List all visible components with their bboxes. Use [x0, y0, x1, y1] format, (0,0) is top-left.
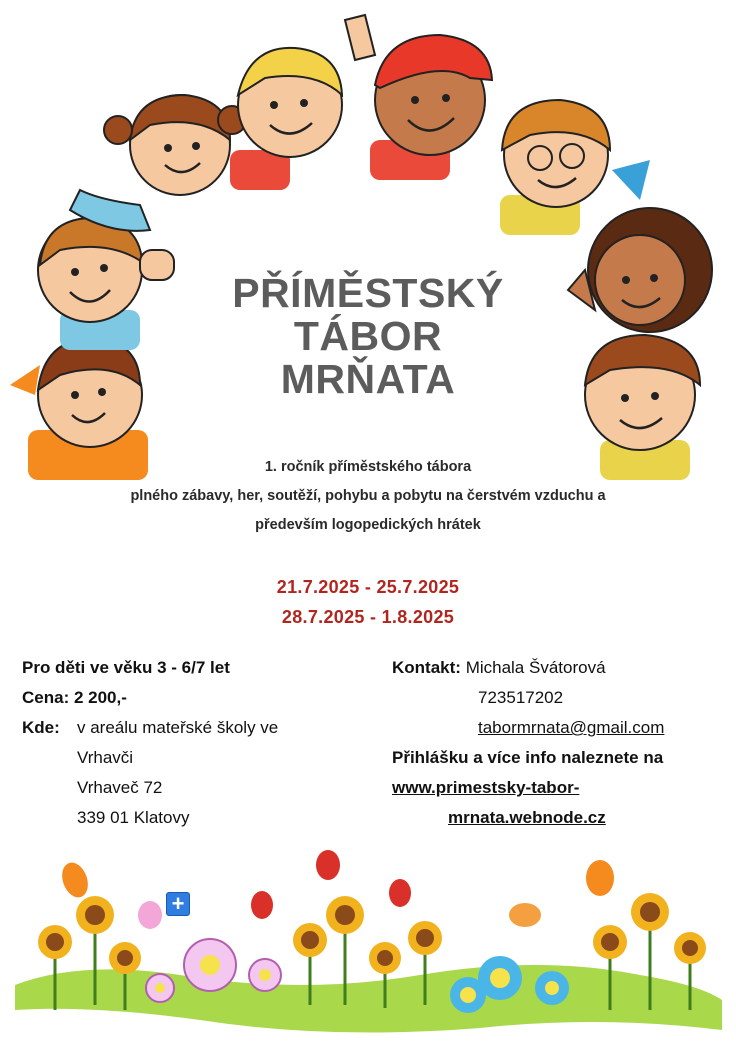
child-figure	[38, 218, 174, 350]
butterflies-ladybugs	[58, 850, 614, 929]
child-figure	[345, 15, 492, 180]
age-info: Pro děti ve věku 3 - 6/7 let	[22, 658, 230, 677]
contact-row	[392, 653, 722, 683]
daisies	[146, 939, 569, 1013]
title-line: MRŇATA	[280, 356, 456, 402]
sunflowers	[38, 893, 706, 974]
child-figure	[70, 95, 246, 231]
intro-line: plného zábavy, her, soutěží, pohybu a pobytu na čerstvém vzduchu a	[130, 488, 606, 504]
contact-info	[392, 653, 722, 833]
date-term: 21.7.2025 - 25.7.2025	[276, 577, 460, 597]
camp-details	[22, 653, 352, 833]
intro-line: 1. ročník příměstského tábora	[264, 459, 472, 475]
title-line: TÁBOR	[293, 313, 443, 359]
address-line: Vrhavči	[77, 748, 134, 767]
location-label: Kde:	[22, 718, 60, 737]
contact-label: Kontakt:	[392, 658, 461, 677]
plus-icon: +	[171, 891, 185, 916]
address-line: v areálu mateřské školy ve	[77, 718, 279, 737]
contact-phone: 723517202	[478, 688, 564, 707]
website-link-line1[interactable]: www.primestsky-tabor-	[392, 778, 580, 797]
camp-dates	[180, 572, 556, 632]
title-line: PŘÍMĚSTSKÝ	[232, 270, 504, 316]
address-line: Vrhaveč 72	[77, 778, 163, 797]
price-info: Cena: 2 200,-	[22, 688, 127, 707]
child-figure	[568, 208, 712, 332]
child-figure	[230, 48, 342, 190]
website-link-line2[interactable]: mrnata.webnode.cz	[448, 808, 606, 827]
page-title	[200, 272, 536, 401]
contact-email-link[interactable]: tabormrnata@gmail.com	[478, 718, 665, 737]
intro-line: především logopedických hrátek	[255, 517, 481, 533]
contact-name: Michala Švátorová	[465, 658, 606, 677]
date-term: 28.7.2025 - 1.8.2025	[281, 607, 455, 627]
intro-text	[40, 453, 696, 540]
location-info	[22, 713, 352, 833]
address-line: 339 01 Klatovy	[77, 808, 190, 827]
location-address	[77, 713, 278, 833]
more-info-text: Přihlášku a více info naleznete na	[392, 748, 664, 767]
children-arch-illustration	[0, 0, 736, 480]
sunflower-row	[55, 915, 690, 1010]
add-button[interactable]	[166, 892, 190, 916]
